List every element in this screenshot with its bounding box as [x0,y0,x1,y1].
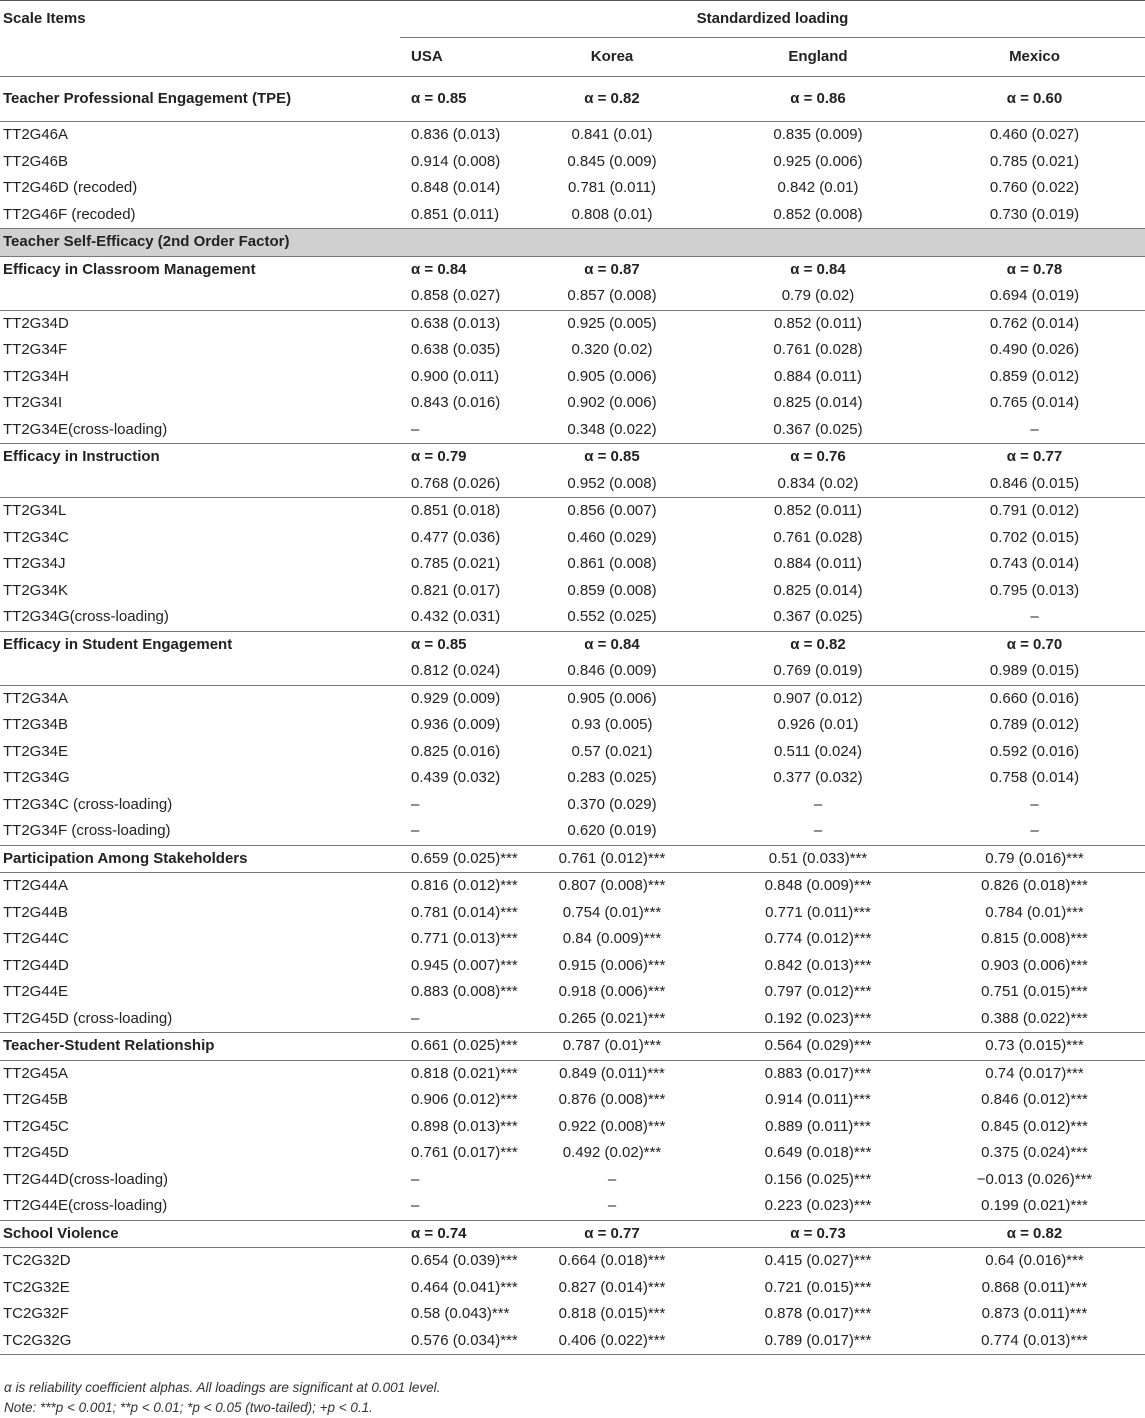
value-usa: 0.851 (0.018) [411,502,501,519]
item-label: TT2G34L [3,502,67,519]
value-korea: 0.915 (0.006)*** [558,956,666,974]
value-korea: 0.952 (0.008) [512,471,712,498]
scale-label [0,471,400,498]
value-england: 0.367 (0.025) [773,608,863,625]
header-row-2 [0,38,1145,77]
item-label: TT2G45A [3,1064,69,1082]
scale-label: Teacher Professional Engagement (TPE) [0,77,400,122]
value-england: 0.51 (0.033)*** [712,845,924,873]
value-england: 0.884 (0.011) [773,367,863,385]
value-usa: 0.654 (0.039)*** [411,1252,518,1269]
value-korea: α = 0.85 [512,444,712,471]
value-korea: 0.849 (0.011)*** [559,1064,665,1082]
value-korea: 0.905 (0.006) [567,367,657,385]
alpha-row [0,77,1145,122]
factor-loading-row [0,658,1145,685]
table-row [0,712,1145,739]
value-usa: – [411,1009,420,1027]
value-england: 0.761 (0.028) [773,528,863,546]
value-usa: 0.929 (0.009) [411,689,501,707]
item-label: TT2G46A [3,126,69,143]
scale-label: Teacher-Student Relationship [0,1033,400,1061]
alpha-row [0,256,1145,283]
scale-label: Efficacy in Instruction [0,444,400,471]
value-england: 0.156 (0.025)*** [764,1170,872,1188]
value-usa: 0.761 (0.017)*** [411,1144,518,1161]
value-usa: 0.659 (0.025)*** [400,845,512,873]
item-label: TT2G34F [3,341,68,358]
value-mexico: 0.743 (0.014) [989,555,1080,572]
value-usa: α = 0.85 [400,631,512,658]
section-band-row [0,229,1145,257]
value-usa: 0.906 (0.012)*** [411,1091,518,1108]
value-usa: 0.900 (0.011) [411,367,500,385]
scale-label: Efficacy in Student Engagement [0,631,400,658]
value-england: 0.564 (0.029)*** [712,1033,924,1061]
value-england: 0.889 (0.011)*** [765,1117,871,1135]
value-korea: – [607,1170,617,1188]
value-mexico: 0.845 (0.012)*** [981,1117,1088,1135]
scale-label [0,658,400,685]
value-korea: 0.846 (0.009) [512,658,712,685]
value-usa: 0.439 (0.032) [411,769,501,786]
value-korea: 0.84 (0.009)*** [562,930,662,947]
item-label: TC2G32F [3,1305,69,1322]
value-england: 0.878 (0.017)*** [764,1305,872,1322]
note-alpha: α is reliability coefficient alphas. All loadings are significant at 0.001 level. [4,1380,441,1395]
table-row [0,364,1145,391]
value-usa: 0.843 (0.016) [411,394,501,411]
table-row [0,1193,1145,1220]
value-england: 0.835 (0.009) [773,126,863,143]
value-mexico: – [1030,608,1039,625]
value-korea: 0.57 (0.021) [571,742,653,760]
table-row [0,873,1145,900]
value-usa: 0.825 (0.016) [411,742,501,760]
value-mexico: 0.79 (0.016)*** [924,845,1145,873]
item-label: TT2G34E(cross-loading) [3,420,168,438]
item-label: TT2G44D(cross-loading) [3,1170,169,1188]
value-mexico: α = 0.70 [924,631,1145,658]
value-mexico: 0.730 (0.019) [989,205,1080,223]
item-label: TC2G32E [3,1278,70,1296]
item-label: TT2G34J [3,555,66,572]
section-row [0,845,1145,873]
table-row [0,1114,1145,1141]
value-usa: 0.464 (0.041)*** [411,1278,518,1296]
value-usa: 0.661 (0.025)*** [400,1033,512,1061]
value-england: 0.649 (0.018)*** [764,1144,872,1161]
scale-label [0,283,400,310]
value-korea: 0.406 (0.022)*** [512,1328,712,1355]
value-england: 0.79 (0.02) [712,283,924,310]
table-row [0,417,1145,444]
header-blank-cell [0,38,400,77]
note-significance: Note: ***p < 0.001; **p < 0.01; *p < 0.05 (two-tailed); +p < 0.1. [4,1400,373,1415]
value-mexico: – [1030,420,1039,438]
value-mexico: 0.868 (0.011)*** [981,1278,1088,1296]
value-england: 0.883 (0.017)*** [764,1064,872,1082]
value-korea: 0.902 (0.006) [567,394,657,411]
item-label: TT2G44B [3,903,69,921]
header-row-1 [0,1,1145,38]
item-label: TT2G44D [3,956,69,974]
value-england: 0.761 (0.028) [773,341,863,358]
value-england: 0.852 (0.008) [773,205,863,223]
table-row [0,926,1145,953]
value-korea: 0.787 (0.01)*** [512,1033,712,1061]
value-england: 0.769 (0.019) [712,658,924,685]
value-mexico: – [1030,822,1039,839]
table-row [0,525,1145,552]
value-korea: – [607,1197,617,1214]
value-usa: 0.432 (0.031) [411,608,501,625]
value-usa: – [411,822,420,839]
value-mexico: 0.789 (0.012) [989,716,1080,733]
value-usa: – [411,795,420,813]
item-label: TT2G46B [3,152,69,170]
item-label: TT2G46F (recoded) [3,205,136,223]
value-korea: 0.283 (0.025) [567,769,657,786]
item-label: TC2G32G [0,1328,400,1355]
standardized-loading-header: Standardized loading [400,1,1145,38]
value-mexico: α = 0.77 [924,444,1145,471]
table-row [0,1140,1145,1167]
value-england: 0.367 (0.025) [773,420,863,438]
value-korea: α = 0.84 [512,631,712,658]
value-mexico: 0.760 (0.022) [989,179,1080,196]
value-korea: α = 0.87 [584,260,640,278]
value-england: 0.848 (0.009)*** [764,877,872,894]
value-korea: 0.492 (0.02)*** [562,1144,662,1161]
table-row [0,337,1145,364]
value-mexico: 0.815 (0.008)*** [981,930,1088,947]
item-label: TT2G34A [3,689,69,707]
value-usa: 0.914 (0.008) [411,152,501,170]
value-mexico: 0.74 (0.017)*** [985,1064,1084,1082]
value-usa: – [411,1197,420,1214]
value-england: α = 0.84 [790,260,846,278]
table-row [0,122,1145,149]
value-korea: 0.265 (0.021)*** [558,1009,666,1027]
value-england: 0.415 (0.027)*** [764,1252,872,1269]
value-england: 0.834 (0.02) [712,471,924,498]
value-korea: 0.93 (0.005) [571,716,653,733]
value-mexico: 0.859 (0.012) [989,367,1080,385]
scale-label: Efficacy in Classroom Management [3,260,256,278]
value-england: 0.842 (0.01) [777,179,859,196]
table-notes [4,1378,440,1418]
value-usa: α = 0.74 [400,1220,512,1248]
value-england: α = 0.82 [712,631,924,658]
value-mexico: 0.774 (0.013)*** [924,1328,1145,1355]
item-label: TT2G44E(cross-loading) [3,1197,168,1214]
value-usa: 0.816 (0.012)*** [411,877,518,894]
value-mexico: 0.791 (0.012) [989,502,1080,519]
value-england: α = 0.86 [712,77,924,122]
value-england: 0.192 (0.023)*** [764,1009,872,1027]
alpha-row [0,444,1145,471]
item-label: TT2G34B [3,716,69,733]
value-usa: 0.58 (0.043)*** [411,1305,510,1322]
value-england: 0.771 (0.011)*** [765,903,871,921]
value-korea: 0.348 (0.022) [567,420,657,438]
value-mexico: 0.989 (0.015) [924,658,1145,685]
country-mexico-header: Mexico [1009,48,1060,65]
item-label: TT2G44C [3,930,69,947]
value-korea: 0.808 (0.01) [571,205,653,223]
value-korea: 0.754 (0.01)*** [562,903,662,921]
table-row [0,818,1145,845]
table-row [0,310,1145,337]
item-label: TT2G45C [3,1117,69,1135]
value-england: 0.926 (0.01) [777,716,859,733]
table-row [0,551,1145,578]
value-mexico: – [1030,795,1039,813]
value-usa: 0.883 (0.008)*** [411,983,518,1000]
table-row [0,685,1145,712]
value-england: 0.907 (0.012) [773,689,863,707]
value-usa: 0.638 (0.013) [411,314,501,332]
value-england: – [813,822,823,839]
value-korea: α = 0.77 [512,1220,712,1248]
item-label: TT2G34G [3,769,70,786]
value-england: 0.884 (0.011) [773,555,863,572]
value-korea: α = 0.82 [512,77,712,122]
value-england: 0.842 (0.013)*** [764,956,872,974]
item-label: TT2G34C [3,528,69,546]
value-mexico: 0.388 (0.022)*** [981,1009,1088,1027]
value-mexico: 0.490 (0.026) [989,341,1080,358]
value-korea: 0.460 (0.029) [567,528,657,546]
value-england: 0.914 (0.011)*** [765,1091,871,1108]
table-row [0,604,1145,631]
value-usa: 0.821 (0.017) [411,581,501,599]
value-korea: 0.664 (0.018)*** [558,1252,666,1269]
value-mexico: 0.660 (0.016) [989,689,1080,707]
value-england: α = 0.76 [712,444,924,471]
value-korea: 0.320 (0.02) [571,341,653,358]
table-row [0,1006,1145,1033]
value-mexico: 0.784 (0.01)*** [985,903,1084,921]
value-usa: 0.576 (0.034)*** [400,1328,512,1355]
value-mexico: 0.758 (0.014) [989,769,1080,786]
value-england: α = 0.73 [712,1220,924,1248]
table-row [0,953,1145,980]
value-usa: 0.851 (0.011) [411,205,500,223]
value-mexico: α = 0.82 [924,1220,1145,1248]
value-usa: – [411,420,420,438]
table-row [0,1328,1145,1355]
value-england: 0.774 (0.012)*** [764,930,872,947]
value-mexico: 0.375 (0.024)*** [981,1144,1088,1161]
value-usa: α = 0.85 [400,77,512,122]
value-mexico: 0.199 (0.021)*** [981,1197,1088,1214]
item-label: TT2G45D [3,1144,69,1161]
factor-loading-row [0,471,1145,498]
item-label: TT2G45B [3,1091,69,1108]
value-usa: 0.836 (0.013) [411,126,501,143]
value-england: 0.852 (0.011) [773,502,863,519]
table-row [0,390,1145,417]
value-korea: 0.761 (0.012)*** [512,845,712,873]
section-band-label: Teacher Self-Efficacy (2nd Order Factor) [0,229,1145,257]
value-korea: 0.620 (0.019) [567,822,657,839]
alpha-row [0,1220,1145,1248]
value-mexico: 0.762 (0.014) [989,314,1080,332]
table-row [0,739,1145,766]
value-usa: 0.768 (0.026) [400,471,512,498]
value-korea: 0.876 (0.008)*** [558,1091,666,1108]
table-row [0,792,1145,819]
value-england: 0.797 (0.012)*** [764,983,872,1000]
value-mexico: 0.64 (0.016)*** [985,1252,1084,1269]
value-mexico: α = 0.60 [924,77,1145,122]
country-usa-header: USA [411,48,443,65]
table-row [0,202,1145,229]
value-mexico: 0.702 (0.015) [989,528,1080,546]
value-usa: 0.812 (0.024) [400,658,512,685]
country-korea-header: Korea [590,48,634,65]
value-usa: 0.945 (0.007)*** [411,956,518,974]
value-usa: – [411,1170,420,1188]
value-england: 0.852 (0.011) [773,314,863,332]
alpha-row [0,631,1145,658]
item-label: TT2G34H [3,367,69,385]
item-label: TT2G34I [3,394,63,411]
value-england: 0.721 (0.015)*** [764,1278,872,1296]
table-body [0,77,1145,1355]
value-usa: 0.848 (0.014) [411,179,501,196]
value-usa: 0.477 (0.036) [411,528,501,546]
value-usa: 0.785 (0.021) [411,555,501,572]
value-mexico: 0.846 (0.012)*** [981,1091,1088,1108]
value-korea: 0.918 (0.006)*** [558,983,666,1000]
value-usa: α = 0.84 [411,260,467,278]
table-row [0,1248,1145,1275]
item-label: TT2G44E [3,983,69,1000]
value-mexico: 0.785 (0.021) [989,152,1080,170]
item-label: TT2G34K [3,581,69,599]
value-england: 0.377 (0.032) [773,769,863,786]
factor-loading-row [0,283,1145,310]
value-england: 0.511 (0.024) [773,742,863,760]
item-label: TT2G46D (recoded) [3,179,138,196]
section-row [0,1033,1145,1061]
table-row [0,765,1145,792]
value-mexico: α = 0.78 [1006,260,1063,278]
value-usa: 0.781 (0.014)*** [411,903,518,921]
value-mexico: 0.694 (0.019) [924,283,1145,310]
value-mexico: 0.751 (0.015)*** [981,983,1088,1000]
value-england: 0.825 (0.014) [773,581,863,599]
item-label: TT2G34E [3,742,69,760]
value-mexico: −0.013 (0.026)*** [976,1170,1093,1188]
value-england: 0.223 (0.023)*** [764,1197,872,1214]
value-mexico: 0.826 (0.018)*** [981,877,1088,894]
item-label: TT2G45D (cross-loading) [3,1009,173,1027]
value-usa: α = 0.79 [400,444,512,471]
item-label: TT2G34G(cross-loading) [3,608,169,625]
value-england: 0.925 (0.006) [773,152,863,170]
value-mexico: 0.460 (0.027) [989,126,1080,143]
table-row [0,979,1145,1006]
value-korea: 0.845 (0.009) [567,152,657,170]
value-korea: 0.827 (0.014)*** [558,1278,666,1296]
value-usa: 0.898 (0.013)*** [411,1117,518,1135]
item-label: TT2G34F (cross-loading) [3,822,171,839]
value-mexico: 0.873 (0.011)*** [981,1305,1088,1322]
table-row [0,498,1145,525]
value-england: 0.789 (0.017)*** [712,1328,924,1355]
value-korea: 0.781 (0.011) [567,179,657,196]
table-row [0,1060,1145,1087]
table-row [0,1167,1145,1194]
value-korea: 0.856 (0.007) [567,502,657,519]
item-label: TT2G34D [3,314,69,332]
value-korea: 0.370 (0.029) [567,795,657,813]
table-row [0,1301,1145,1328]
value-korea: 0.807 (0.008)*** [558,877,666,894]
value-mexico: 0.903 (0.006)*** [981,956,1088,974]
table-row [0,1087,1145,1114]
value-korea: 0.857 (0.008) [512,283,712,310]
value-korea: 0.552 (0.025) [567,608,657,625]
value-mexico: 0.592 (0.016) [989,742,1080,760]
value-usa: 0.771 (0.013)*** [411,930,518,947]
value-korea: 0.841 (0.01) [571,126,653,143]
scale-items-header: Scale Items [3,10,86,28]
table-row [0,175,1145,202]
country-england-header: England [788,48,848,65]
value-korea: 0.922 (0.008)*** [558,1117,666,1135]
value-korea: 0.925 (0.005) [567,314,657,332]
item-label: TT2G44A [3,877,69,894]
value-korea: 0.859 (0.008) [567,581,657,599]
value-mexico: 0.846 (0.015) [924,471,1145,498]
value-usa: 0.818 (0.021)*** [411,1064,518,1082]
table-row [0,900,1145,927]
value-mexico: 0.795 (0.013) [989,581,1080,599]
value-korea: 0.861 (0.008) [567,555,657,572]
value-england: 0.825 (0.014) [773,394,863,411]
value-usa: 0.638 (0.035) [411,341,501,358]
value-korea: 0.818 (0.015)*** [558,1305,666,1322]
value-mexico: 0.765 (0.014) [989,394,1080,411]
value-mexico: 0.73 (0.015)*** [924,1033,1145,1061]
scale-label: Participation Among Stakeholders [0,845,400,873]
value-usa: 0.936 (0.009) [411,716,501,733]
table-row [0,149,1145,176]
table-row [0,1275,1145,1302]
value-usa: 0.858 (0.027) [400,283,512,310]
table-row [0,578,1145,605]
item-label: TC2G32D [3,1252,71,1269]
value-england: – [813,795,823,813]
item-label: TT2G34C (cross-loading) [3,795,173,813]
value-korea: 0.905 (0.006) [567,689,657,707]
scale-label: School Violence [0,1220,400,1248]
